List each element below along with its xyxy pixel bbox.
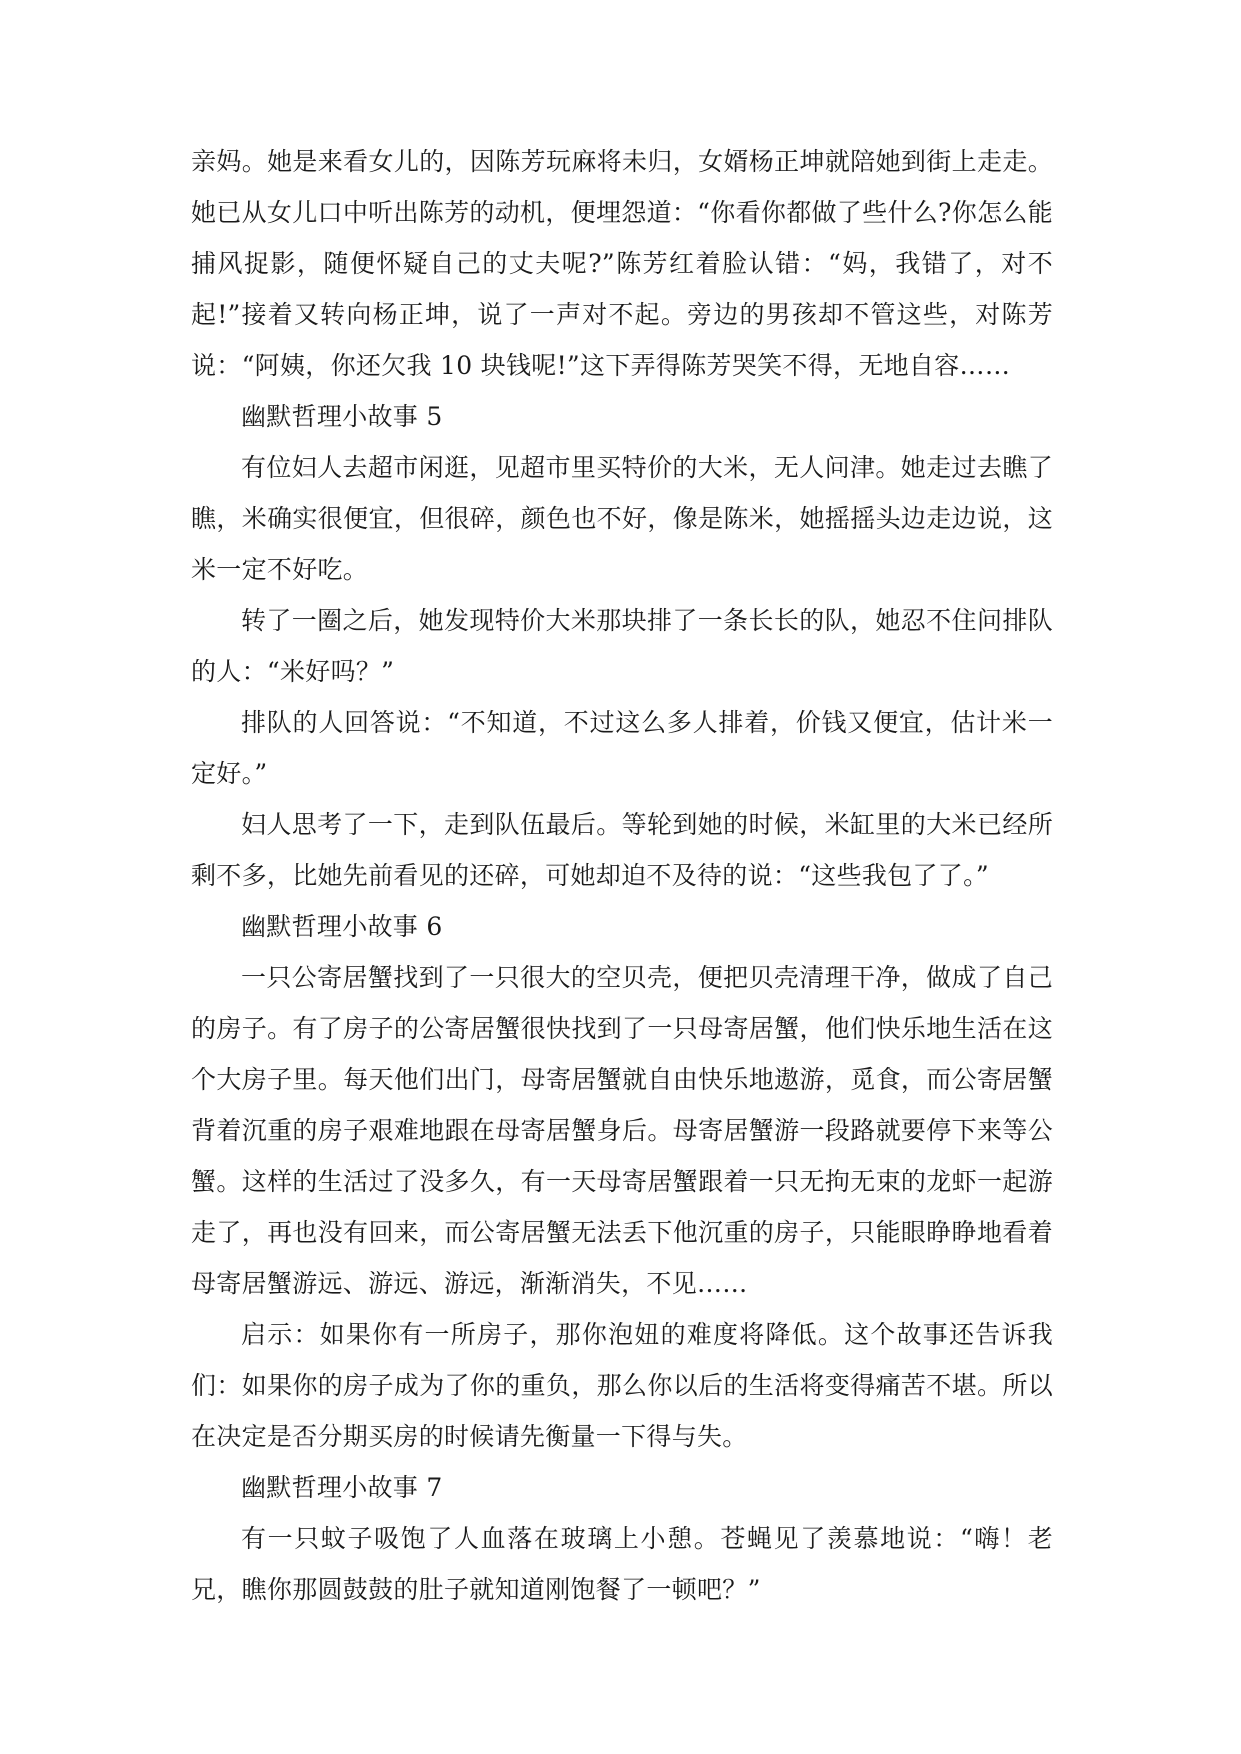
paragraph-line: 启示：如果你有一所房子，那你泡妞的难度将降低。这个故事还告诉我 — [241, 1320, 1053, 1349]
paragraph-line: 蟹。这样的生活过了没多久，有一天母寄居蟹跟着一只无拘无束的龙虾一起游 — [191, 1167, 1053, 1196]
paragraph-line: 们：如果你的房子成为了你的重负，那么你以后的生活将变得痛苦不堪。所以 — [191, 1371, 1053, 1400]
paragraph-line: 有一只蚊子吸饱了人血落在玻璃上小憩。苍蝇见了羡慕地说：“嗨！老 — [241, 1524, 1053, 1553]
paragraph-line: 走了，再也没有回来，而公寄居蟹无法丢下他沉重的房子，只能眼睁睁地看着 — [191, 1218, 1053, 1247]
paragraph-line: 亲妈。她是来看女儿的，因陈芳玩麻将未归，女婿杨正坤就陪她到街上走走。 — [191, 147, 1053, 176]
section-heading: 幽默哲理小故事 7 — [241, 1473, 443, 1502]
paragraph-line: 个大房子里。每天他们出门，母寄居蟹就自由快乐地遨游，觅食，而公寄居蟹 — [191, 1065, 1053, 1094]
paragraph-line: 有位妇人去超市闲逛，见超市里买特价的大米，无人问津。她走过去瞧了 — [241, 453, 1053, 482]
paragraph-line: 背着沉重的房子艰难地跟在母寄居蟹身后。母寄居蟹游一段路就要停下来等公 — [191, 1116, 1053, 1145]
paragraph-line: 她已从女儿口中听出陈芳的动机，便埋怨道：“你看你都做了些什么?你怎么能 — [191, 198, 1053, 227]
section-heading: 幽默哲理小故事 5 — [241, 402, 443, 431]
paragraph-line: 转了一圈之后，她发现特价大米那块排了一条长长的队，她忍不住问排队 — [241, 606, 1053, 635]
paragraph-line: 说：“阿姨，你还欠我 10 块钱呢!”这下弄得陈芳哭笑不得，无地自容…… — [191, 351, 1011, 380]
paragraph-line: 一只公寄居蟹找到了一只很大的空贝壳，便把贝壳清理干净，做成了自己 — [241, 963, 1053, 992]
paragraph-line: 的房子。有了房子的公寄居蟹很快找到了一只母寄居蟹，他们快乐地生活在这 — [191, 1014, 1053, 1043]
paragraph-line: 米一定不好吃。 — [191, 555, 369, 584]
paragraph-line: 起!”接着又转向杨正坤，说了一声对不起。旁边的男孩却不管这些，对陈芳 — [191, 300, 1053, 329]
section-heading: 幽默哲理小故事 6 — [241, 912, 443, 941]
paragraph-line: 母寄居蟹游远、游远、游远，渐渐消失，不见…… — [191, 1269, 748, 1298]
paragraph-line: 排队的人回答说：“不知道，不过这么多人排着，价钱又便宜，估计米一 — [241, 708, 1053, 737]
paragraph-line: 的人：“米好吗？” — [191, 657, 395, 686]
paragraph-line: 剩不多，比她先前看见的还碎，可她却迫不及待的说：“这些我包了了。” — [191, 861, 989, 890]
paragraph-line: 定好。” — [191, 759, 268, 788]
paragraph-line: 瞧，米确实很便宜，但很碎，颜色也不好，像是陈米，她摇摇头边走边说，这 — [191, 504, 1053, 533]
paragraph-line: 在决定是否分期买房的时候请先衡量一下得与失。 — [191, 1422, 748, 1451]
paragraph-line: 捕风捉影，随便怀疑自己的丈夫呢?”陈芳红着脸认错：“妈，我错了，对不 — [191, 249, 1053, 278]
document-body — [191, 136, 1053, 1615]
paragraph-line: 妇人思考了一下，走到队伍最后。等轮到她的时候，米缸里的大米已经所 — [241, 810, 1053, 839]
paragraph-line: 兄，瞧你那圆鼓鼓的肚子就知道刚饱餐了一顿吧？” — [191, 1575, 761, 1604]
